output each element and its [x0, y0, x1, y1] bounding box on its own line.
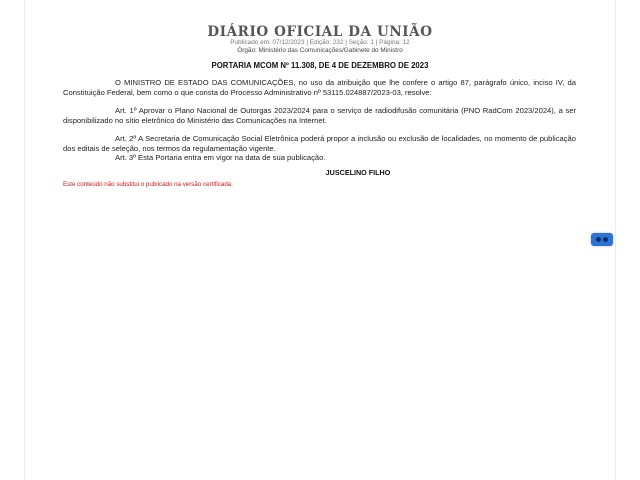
widget-dot [596, 237, 601, 242]
publication-info: Publicado em: 07/12/2023 | Edição: 232 | Seção: 1 | Página: 12 [230, 39, 410, 46]
paragraph-art-1 [63, 106, 576, 125]
paragraph-art-2 [63, 134, 576, 153]
orgao-line: Órgão: Ministério das Comunicações/Gabinete do Ministro [237, 47, 403, 54]
accessibility-widget-icon[interactable] [591, 233, 613, 246]
widget-dot [603, 237, 608, 242]
paragraph-art-3 [63, 153, 576, 163]
paragraph-preamble [63, 78, 576, 97]
portaria-title: PORTARIA MCOM Nº 11.308, DE 4 DE DEZEMBRO DE 2023 [211, 61, 429, 70]
page-title: DIÁRIO OFICIAL DA UNIÃO [207, 24, 433, 40]
disclaimer-text: Este conteúdo não substitui o publicado na versão certificada. [63, 181, 233, 188]
paragraph-text: Art. 2º A Secretaria de Comunicação Social Eletrônica poderá propor a inclusão ou exclusão de localidades, no momento de publicação dos editais de seleção, nos termos da regulamentação vigente. [63, 134, 576, 153]
paragraph-text: Art. 3º Esta Portaria entra em vigor na data de sua publicação. [115, 153, 326, 162]
signer-name: JUSCELINO FILHO [325, 168, 391, 177]
page-frame [24, 0, 616, 480]
paragraph-text: O MINISTRO DE ESTADO DAS COMUNICAÇÕES, no uso da atribuição que lhe confere o artigo 87, parágrafo único, inciso IV, da Constituição Federal, bem como o que consta do Processo Administrativo nº 53115.024887/2023-03, resolve: [63, 78, 576, 97]
paragraph-text: Art. 1º Aprovar o Plano Nacional de Outorgas 2023/2024 para o serviço de radiodifusão comunitária (PNO RadCom 2023/2024), a ser disponibilizado no sítio eletrônico do Ministério das Comunicações na Internet. [63, 106, 576, 125]
